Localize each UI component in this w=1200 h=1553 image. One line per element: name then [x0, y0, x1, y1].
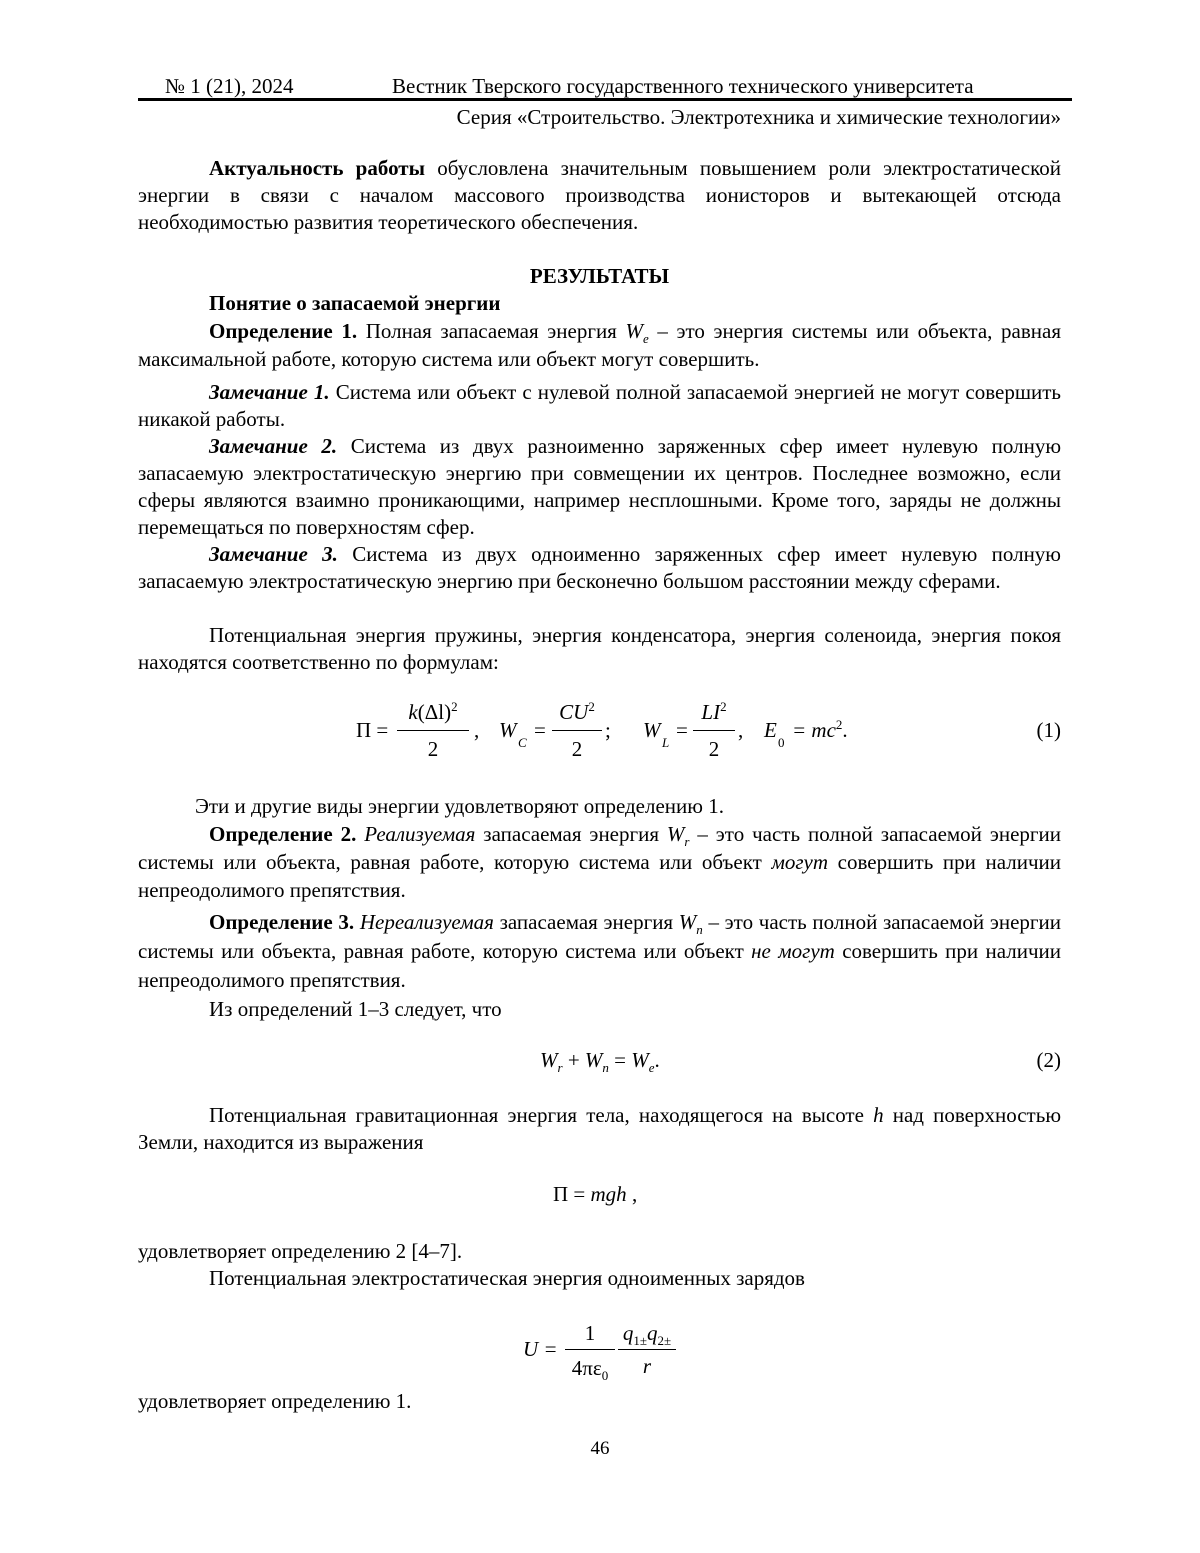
formulas-intro: Потенциальная энергия пружины, энергия конденсатора, энергия соленоида, энергия покоя находятся соответственно по формулам: [138, 622, 1061, 676]
equation-1 [0, 690, 1200, 780]
eq3-pi: Π = [553, 1182, 591, 1206]
grav-before: Потенциальная гравитационная энергия тела, находящегося на высоте [209, 1103, 873, 1127]
header-issue: № 1 (21), 2024 [165, 74, 294, 98]
eq1-spring-numerator [397, 700, 469, 724]
definition-1-after: – это энергия системы или объекта, равная максимальной работе, которую система или объект могут совершить. [138, 319, 1061, 371]
eq2-we: W [631, 1048, 649, 1072]
header-rule [138, 98, 1072, 101]
eq2-wr: W [540, 1048, 558, 1072]
eq2-we-sub: e [649, 1060, 655, 1075]
satisfies-1: удовлетворяет определению 1. [138, 1388, 1061, 1415]
eq1-sep1: , [474, 718, 479, 742]
definition-2-italic: Реализуемая [356, 822, 475, 846]
eq1-eq-l: = [676, 718, 688, 742]
intro-lead: Актуальность работы [209, 156, 425, 180]
page-number: 46 [0, 1437, 1200, 1461]
eq1-e0-sub: 0 [778, 736, 785, 750]
section-heading: РЕЗУЛЬТАТЫ [138, 263, 1061, 290]
eq1-fraction-bar-1 [397, 730, 469, 731]
definition-3-symbol: W [679, 910, 697, 934]
eq2-wn: W [585, 1048, 603, 1072]
definition-1-before: Полная запасаемая энергия [357, 319, 625, 343]
eq1-wl: W [643, 718, 661, 742]
eq1-fraction-bar-2 [552, 730, 602, 731]
eq4-den: 4πε [572, 1356, 602, 1380]
eq2-number: (2) [1037, 1047, 1062, 1074]
definition-2-before: запасаемая энергия [475, 822, 667, 846]
eq1-sq1: 2 [451, 699, 458, 714]
eq4-fraction-bar-2 [618, 1349, 676, 1350]
header-series: Серия «Строительство. Электротехника и химические технологии» [457, 105, 1061, 129]
follows-text: Из определений 1–3 следует, что [138, 996, 1061, 1023]
equation-2 [540, 1048, 660, 1072]
eq2-wn-sub: n [602, 1060, 609, 1075]
definition-3-after: совершить при наличии непреодолимого препятствия. [138, 939, 1061, 992]
eq1-mc-text: = mc [792, 718, 836, 742]
eq1-wl-sub: L [662, 736, 669, 750]
grav-after: над поверхностью Земли, находится из выражения [138, 1103, 1061, 1154]
intro-text: обусловлена значительным повышением роли электростатической энергии в связи с началом массового производства ионисторов и вытекающей отсюда необходимостью развития теоретического обеспечения. [138, 156, 1061, 234]
eq1-sq3: 2 [720, 699, 727, 714]
note-2-text: Система из двух разноименно заряженных сфер имеет нулевую полную запасаемую электростатическую энергию при совмещении их центров. Последнее возможно, если сферы являются взаимно проникающими, например несплошными. Кроме того, заряды не должны перемещаться по поверхностям сфер. [138, 434, 1061, 539]
eq3-end: , [627, 1182, 638, 1206]
eq2-plus: + [563, 1048, 585, 1072]
eq1-sq4: 2 [836, 717, 843, 732]
eq1-end: . [842, 718, 847, 742]
grav-h: h [873, 1103, 884, 1127]
eq1-sq2: 2 [588, 699, 595, 714]
electrostatic-text: Потенциальная электростатическая энергия одноименных зарядов [138, 1265, 1061, 1292]
after-eq1: Эти и другие виды энергии удовлетворяют определению 1. [195, 793, 1061, 820]
eq1-cap-denominator: 2 [552, 737, 602, 761]
eq1-mc [792, 718, 848, 742]
eq1-dl: (Δl) [418, 700, 451, 724]
note-3-text: Система из двух одноименно заряженных сфер имеет нулевую полную запасаемую электростатическую энергию при бесконечно большом расстоянии между сферами. [138, 542, 1061, 593]
note-2-label: Замечание 2. [209, 434, 337, 458]
eq1-sep2: , [738, 718, 743, 742]
eq1-spring-denominator: 2 [397, 737, 469, 761]
definition-1-subscript: e [643, 331, 649, 346]
eq4-charges [618, 1321, 676, 1345]
note-3-label: Замечание 3. [209, 542, 338, 566]
eq4-den-sub: 0 [602, 1368, 609, 1383]
equation-3 [553, 1182, 637, 1206]
note-1 [138, 379, 1061, 433]
eq1-semi: ; [605, 718, 611, 742]
eq4-one: 1 [565, 1321, 615, 1345]
eq3-mgh: mgh [591, 1182, 627, 1206]
subsection-heading: Понятие о запасаемой энергии [138, 290, 1061, 317]
header-journal: Вестник Тверского государственного технического университета [392, 74, 974, 98]
definition-3-label: Определение 3. [209, 910, 354, 934]
eq1-pi: Π = [356, 718, 388, 742]
note-1-text: Система или объект с нулевой полной запасаемой энергией не могут совершить никакой работы. [138, 380, 1061, 431]
definition-2-label: Определение 2. [209, 822, 356, 846]
definition-3-italic: Нереализуемая [354, 910, 494, 934]
definition-2-italic-2: могут [771, 850, 828, 874]
definition-2-subscript: r [684, 834, 689, 849]
intro-paragraph [138, 155, 1061, 236]
definition-1-symbol: W [625, 319, 643, 343]
satisfies-2: удовлетворяет определению 2 [4–7]. [138, 1238, 1061, 1265]
definition-2-mid: – это часть полной запасаемой энергии системы или объекта, равная работе, которую система или объект [138, 822, 1061, 874]
definition-2-symbol: W [667, 822, 685, 846]
equation-4 [0, 1318, 1200, 1388]
eq1-number: (1) [1037, 717, 1062, 744]
definition-3-before: запасаемая энергия [494, 910, 679, 934]
eq1-wc: W [499, 718, 517, 742]
gravitational-paragraph [138, 1102, 1061, 1156]
eq1-ind-denominator: 2 [693, 737, 735, 761]
definition-3-italic-2: не могут [751, 939, 835, 963]
definition-2-after: совершить при наличии непреодолимого препятствия. [138, 850, 1061, 902]
eq1-k: k [408, 700, 417, 724]
eq4-q2-sub: 2± [658, 1333, 672, 1348]
note-1-label: Замечание 1. [209, 380, 330, 404]
eq1-li: LI [701, 700, 720, 724]
eq4-q1-sub: 1± [633, 1333, 647, 1348]
eq4-fraction-bar-1 [565, 1349, 615, 1350]
eq2-eq: = [609, 1048, 631, 1072]
eq4-u: U = [523, 1337, 558, 1361]
note-2 [138, 433, 1061, 541]
definition-3 [138, 908, 1061, 995]
eq1-fraction-bar-3 [693, 730, 735, 731]
definition-1-label: Определение 1. [209, 319, 357, 343]
eq1-ind-numerator [693, 700, 735, 724]
eq4-q1: q [623, 1321, 634, 1345]
definition-1 [138, 317, 1061, 373]
definition-3-mid: – это часть полной запасаемой энергии системы или объекта, равная работе, которую система или объект [138, 910, 1061, 963]
definition-3-subscript: n [696, 922, 703, 937]
eq1-cap-numerator [552, 700, 602, 724]
eq1-eq-c: = [534, 718, 546, 742]
eq2-end: . [655, 1048, 660, 1072]
eq2-wr-sub: r [558, 1060, 563, 1075]
eq4-denominator [565, 1356, 615, 1380]
eq1-e0: E [764, 718, 777, 742]
eq4-q2: q [647, 1321, 658, 1345]
eq1-wc-sub: C [518, 736, 527, 750]
eq4-r: r [618, 1354, 676, 1378]
note-3 [138, 541, 1061, 595]
definition-2 [138, 820, 1061, 904]
eq1-cu: CU [559, 700, 588, 724]
